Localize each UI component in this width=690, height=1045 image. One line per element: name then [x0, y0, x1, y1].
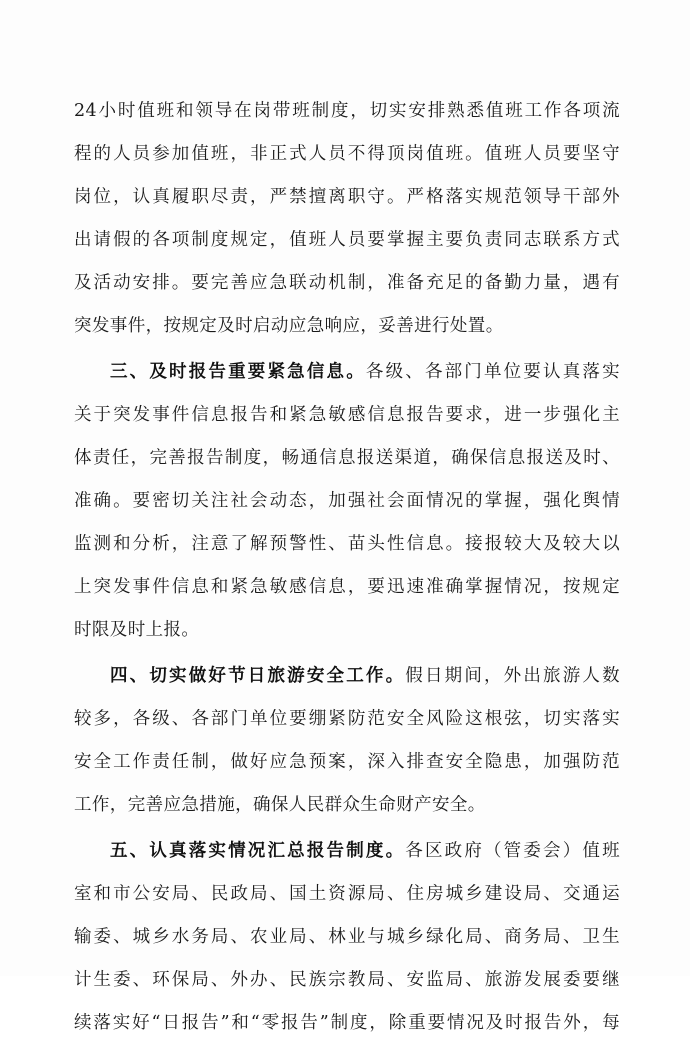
text-line: 输委、城乡水务局、农业局、林业与城乡绿化局、商务局、卫生	[74, 927, 620, 947]
document-body	[74, 90, 620, 1045]
text-line: 出请假的各项制度规定，值班人员要掌握主要负责同志联系方式	[74, 230, 620, 250]
text-line: 体责任，完善报告制度，畅通信息报送渠道，确保信息报送及时、	[74, 448, 620, 468]
text-line: 续落实好“日报告”和“零报告”制度，除重要情况及时报告外，每	[74, 1013, 620, 1033]
text-line: 安全工作责任制，做好应急预案，深入排查安全隐患，加强防范	[74, 752, 620, 772]
text-line	[74, 655, 620, 698]
text-line: 工作，完善应急措施，确保人民群众生命财产安全。	[74, 795, 486, 815]
text-line: 准确。要密切关注社会动态，加强社会面情况的掌握，强化舆情	[74, 491, 620, 511]
paragraph-section-five	[74, 830, 620, 1045]
text-line: 上突发事件信息和紧急敏感信息，要迅速准确掌握情况，按规定	[74, 577, 620, 597]
section-text: 各区政府（管委会）值班	[405, 841, 621, 861]
text-line: 程的人员参加值班，非正式人员不得顶岗值班。值班人员要坚守	[74, 144, 620, 164]
text-line: 室和市公安局、民政局、国土资源局、住房城乡建设局、交通运	[74, 884, 620, 904]
text-line: 岗位，认真履职尽责，严禁擅离职守。严格落实规范领导干部外	[74, 187, 620, 207]
text-line: 时限及时上报。	[74, 620, 200, 640]
section-heading: 三、及时报告重要紧急信息。	[110, 362, 366, 382]
text-line: 较多，各级、各部门单位要绷紧防范安全风险这根弦，切实落实	[74, 709, 620, 729]
text-line	[74, 351, 620, 394]
text-line: 监测和分析，注意了解预警性、苗头性信息。接报较大及较大以	[74, 534, 620, 554]
section-heading: 四、切实做好节日旅游安全工作。	[110, 666, 406, 686]
paragraph-duty-system	[74, 90, 620, 348]
text-line: 计生委、环保局、外办、民族宗教局、安监局、旅游发展委要继	[74, 970, 620, 990]
section-heading: 五、认真落实情况汇总报告制度。	[110, 841, 406, 861]
section-text: 假日期间，外出旅游人数	[405, 666, 621, 686]
paragraph-section-four	[74, 655, 620, 827]
text-line: 及活动安排。要完善应急联动机制，准备充足的备勤力量，遇有	[74, 273, 620, 293]
text-line	[74, 830, 620, 873]
paragraph-section-three	[74, 351, 620, 652]
section-text: 各级、各部门单位要认真落实	[365, 362, 620, 382]
text-line: 关于突发事件信息报告和紧急敏感信息报告要求，进一步强化主	[74, 405, 620, 425]
text-line: 24小时值班和领导在岗带班制度，切实安排熟悉值班工作各项流	[74, 101, 620, 121]
text-line: 突发事件，按规定及时启动应急响应，妥善进行处置。	[74, 316, 504, 336]
